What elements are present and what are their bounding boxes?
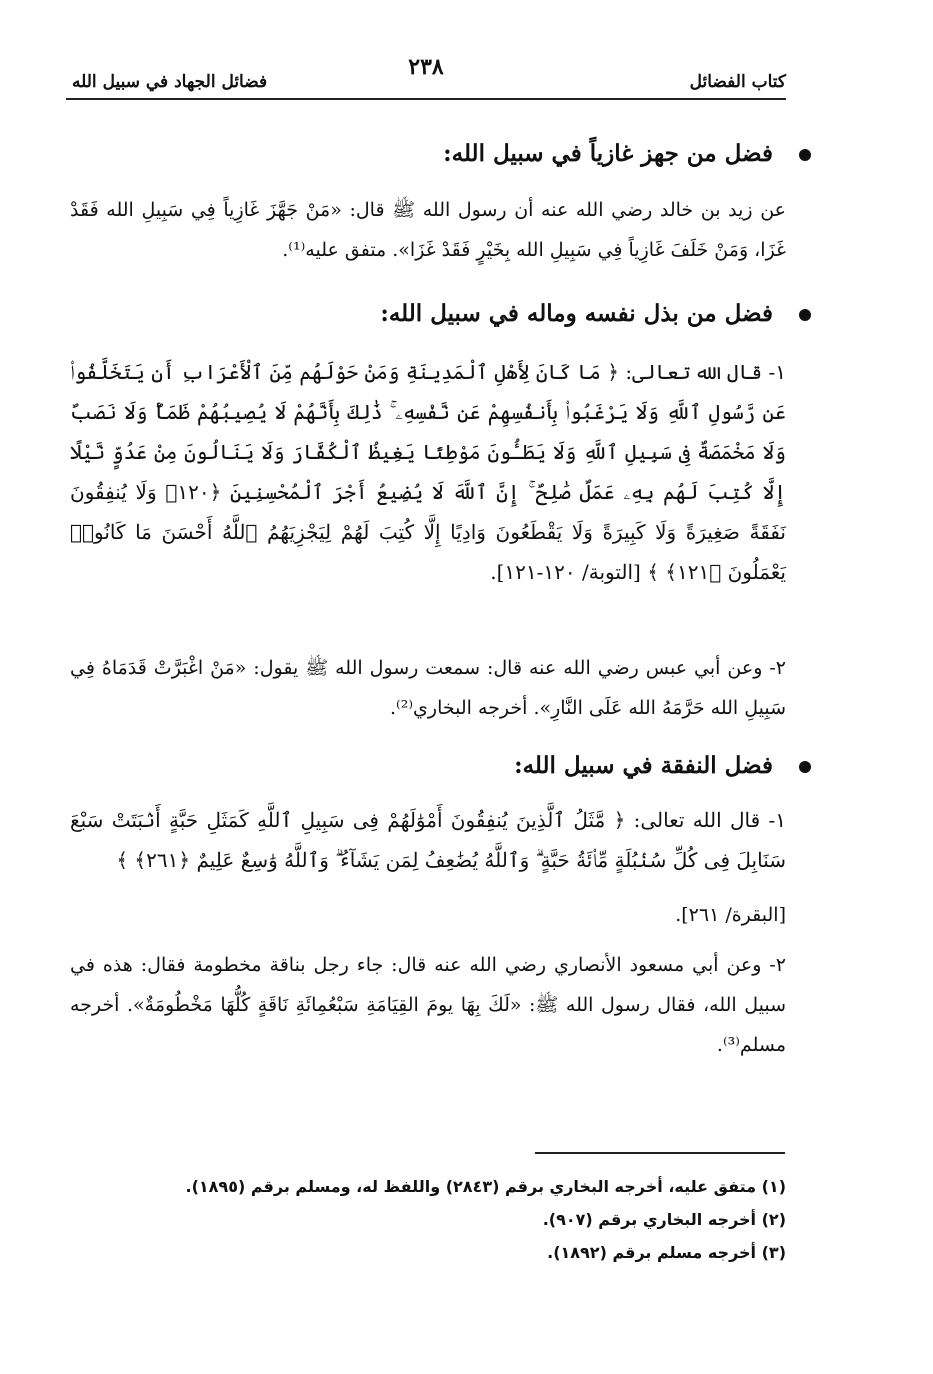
section-heading-spending: فضل النفقة في سبيل الله:: [514, 752, 773, 779]
section-heading-equipping-fighter: فضل من جهز غازياً في سبيل الله:: [443, 140, 773, 167]
footnote-3: (٣) أخرجه مسلم برقم (١٨٩٢).: [547, 1243, 786, 1262]
book-title: كتاب الفضائل: [689, 72, 786, 92]
footnotes: [186, 1170, 787, 1269]
bullet-icon: [799, 309, 811, 321]
paragraph-abu-masud-hadith: ٢- وعن أبي مسعود الأنصاري رضي الله عنه قال: جاء رجل بناقة مخطومة فقال: هذه في سبيل الله، فقال رسول الله ﷺ: «لَكَ بِهَا يومَ القِيَامَةِ سَبْعُمِائَةِ نَاقَةٍ كُلُّهَا مَخْطُومَةٌ». أخرجه مسلم⁽³⁾.: [70, 954, 786, 1056]
paragraph-zaid-hadith: عن زيد بن خالد رضي الله عنه أن رسول الله ﷺ قال: «مَنْ جَهَّزَ غَازِياً فِي سَبِيلِ الله فَقَدْ غَزَا، وَمَنْ خَلَفَ غَازِياً فِي سَبِيلِ الله بِخَيْرٍ فَقَدْ غَزَا». متفق عليه⁽¹⁾.: [70, 199, 786, 261]
page-header: [66, 54, 786, 100]
bullet-icon: [799, 761, 811, 773]
paragraph-abu-abs-hadith: ٢- وعن أبي عبس رضي الله عنه قال: سمعت رسول الله ﷺ يقول: «مَنْ اغْبَرَّتْ قَدَمَاهُ فِي سَبِيلِ الله حَرَّمَهُ الله عَلَى النَّارِ». أخرجه البخاري⁽²⁾.: [70, 657, 786, 719]
footnote-1: (١) متفق عليه، أخرجه البخاري برقم (٢٨٤٣) واللفظ له، ومسلم برقم (١٨٩٥).: [185, 1177, 786, 1196]
chapter-title: فضائل الجهاد في سبيل الله: [72, 72, 268, 92]
verse-reference: [البقرة/ ٢٦١].: [675, 904, 786, 926]
paragraph-baqarah-verse: ١- قال الله تعالى: ﴿ مَّثَلُ ٱلَّذِينَ يُنفِقُونَ أَمْوَٰلَهُمْ فِى سَبِيلِ ٱللَّهِ كَمَثَلِ حَبَّةٍ أَنۢبَتَتْ سَبْعَ سَنَابِلَ فِى كُلِّ سُنۢبُلَةٍ مِّا۟ئَةُ حَبَّةٍ ۗ وَٱللَّهُ يُضَٰعِفُ لِمَن يَشَآءُ ۗ وَٱللَّهُ وَٰسِعٌ عَلِيمٌ ﴿٢٦١﴾ ﴾: [70, 808, 786, 872]
section-heading-self-wealth: فضل من بذل نفسه وماله في سبيل الله:: [380, 300, 773, 327]
page-number: ٢٣٨: [408, 54, 444, 80]
paragraph-tawbah-verse: ١- قال الله تعالى: ﴿ مَا كَانَ لِأَهْلِ ٱلْمَدِينَةِ وَمَنْ حَوْلَهُم مِّنَ ٱلْأَعْرَابِ أَن يَتَخَلَّفُوا۟ عَن رَّسُولِ ٱللَّهِ وَلَا يَرْغَبُوا۟ بِأَنفُسِهِمْ عَن نَّفْسِهِۦ ۚ ذَٰلِكَ بِأَنَّهُمْ لَا يُصِيبُهُمْ ظَمَأٌ وَلَا نَصَبٌ وَلَا مَخْمَصَةٌ فِى سَبِيلِ ٱللَّهِ وَلَا يَطَـُٔونَ مَوْطِئًا يَغِيظُ ٱلْكُفَّارَ وَلَا يَنَالُونَ مِنْ عَدُوٍّ نَّيْلًا إِلَّا كُتِبَ لَهُم بِهِۦ عَمَلٌ صَٰلِحٌ ۚ إِنَّ ٱللَّهَ لَا يُضِيعُ أَجْرَ ٱلْمُحْسِنِينَ ﴿١٢٠﴾ وَلَا يُنفِقُونَ نَفَقَةً صَغِيرَةً وَلَا كَبِيرَةً وَلَا يَقْطَعُونَ وَادِيًا إِلَّا كُتِبَ لَهُمْ لِيَجْزِيَهُمُ ٱللَّهُ أَحْسَنَ مَا كَانُوا۟ يَعْمَلُونَ ﴿١٢١﴾ ﴾ [التوبة/ ١٢٠-١٢١].: [70, 360, 787, 584]
footnote-divider: [535, 1152, 785, 1154]
bullet-icon: [799, 149, 811, 161]
footnote-2: (٢) أخرجه البخاري برقم (٩٠٧).: [542, 1210, 786, 1229]
